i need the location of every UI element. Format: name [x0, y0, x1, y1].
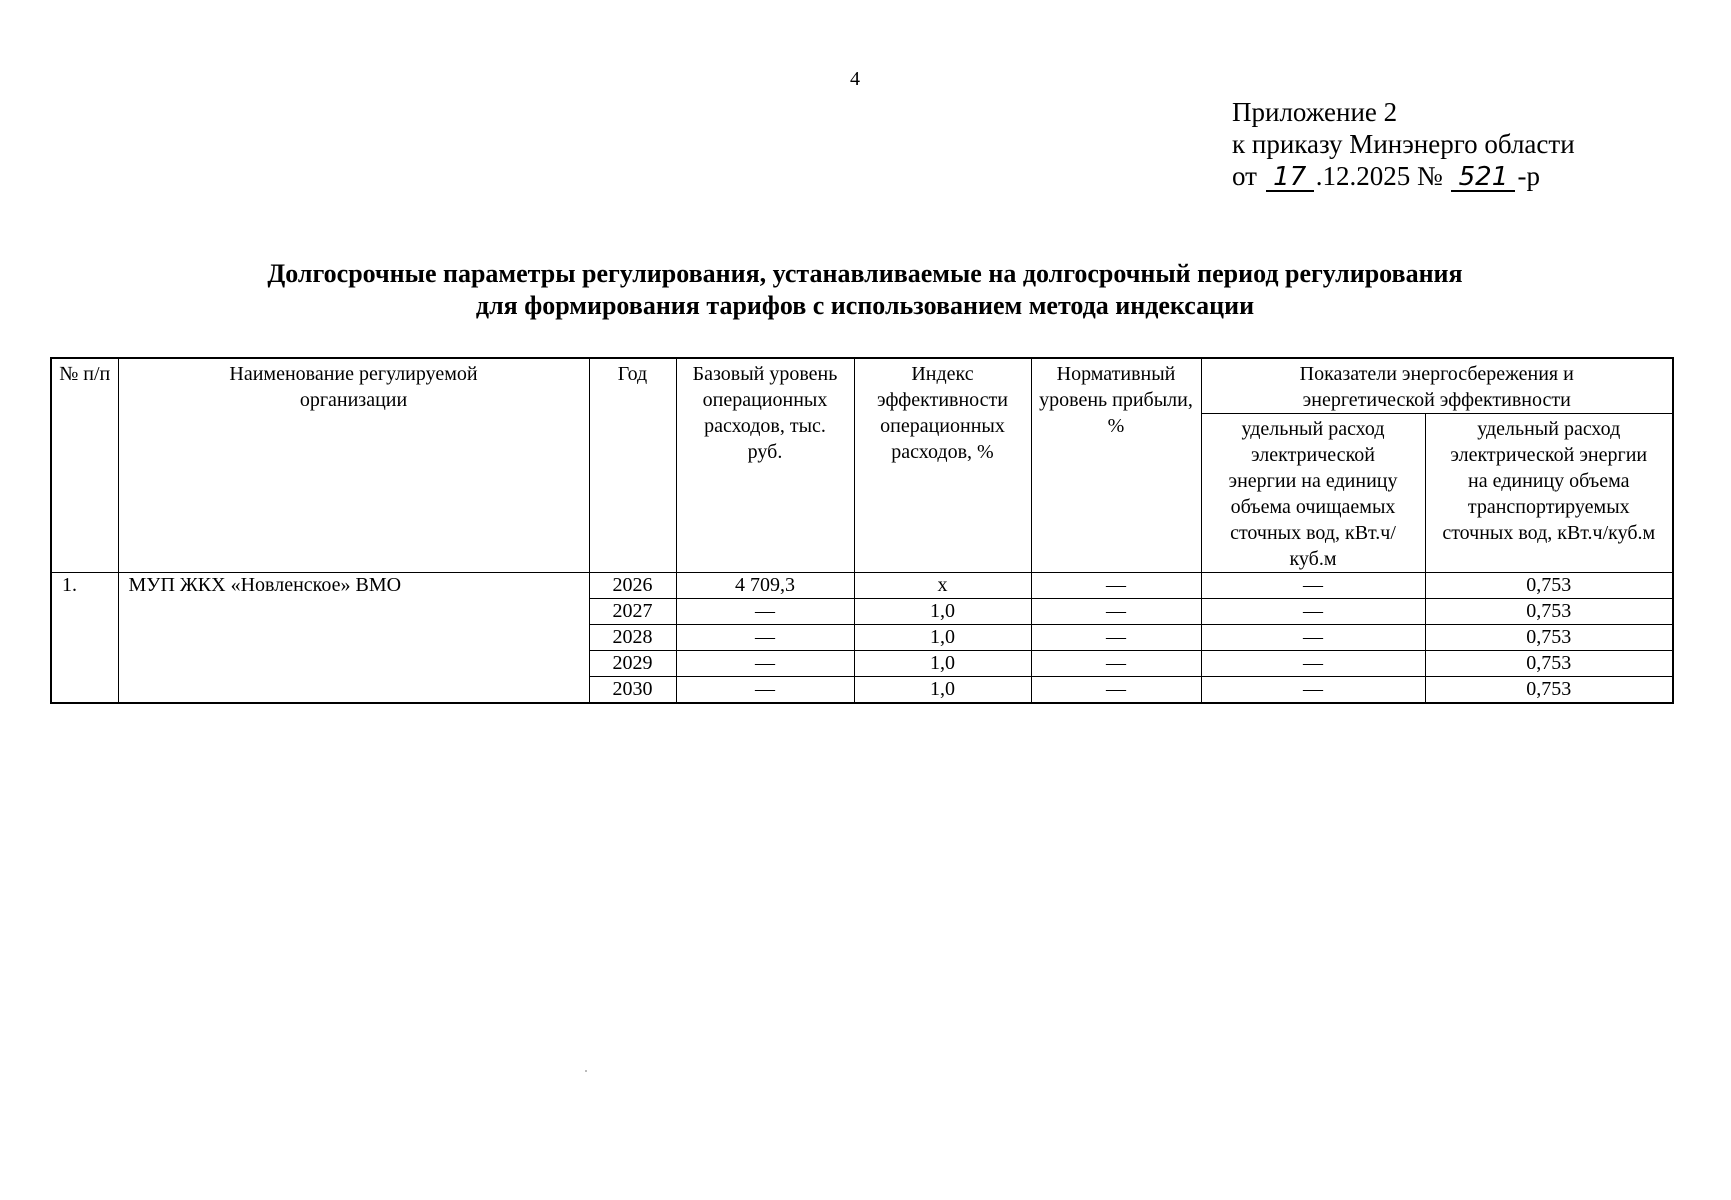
cell-base: — — [676, 677, 854, 704]
cell-transported: 0,753 — [1425, 599, 1673, 625]
title-line-1: Долгосрочные параметры регулирования, устанавливаемые на долгосрочный период регулирования — [267, 259, 1463, 288]
cell-year: 2026 — [589, 573, 676, 599]
handwritten-number: 521 — [1451, 164, 1515, 192]
cell-treated: — — [1201, 677, 1425, 704]
cell-year: 2028 — [589, 625, 676, 651]
table-row — [51, 573, 1673, 599]
cell-base: — — [676, 625, 854, 651]
cell-profit: — — [1031, 625, 1201, 651]
cell-transported: 0,753 — [1425, 651, 1673, 677]
appendix-block — [1232, 96, 1575, 192]
cell-profit: — — [1031, 573, 1201, 599]
document-title — [50, 258, 1680, 322]
cell-index: 1,0 — [854, 599, 1031, 625]
number-suffix: -р — [1517, 161, 1540, 191]
header-energy-transported: удельный расход электрической энергии на единицу объема транспортируемых сточных вод, кВт.ч/куб.м — [1425, 414, 1673, 573]
cell-index: х — [854, 573, 1031, 599]
appendix-title: Приложение 2 — [1232, 97, 1398, 127]
cell-index: 1,0 — [854, 677, 1031, 704]
header-organization: Наименование регулируемой организации — [118, 358, 589, 573]
header-num: № п/п — [51, 358, 118, 573]
cell-year: 2027 — [589, 599, 676, 625]
appendix-order: к приказу Минэнерго области — [1232, 129, 1575, 159]
header-base-opex: Базовый уровень операционных расходов, тыс. руб. — [676, 358, 854, 573]
cell-base: — — [676, 651, 854, 677]
organization-name: МУП ЖКХ «Новленское» ВМО — [118, 573, 589, 704]
header-year: Год — [589, 358, 676, 573]
title-line-2: для формирования тарифов с использованием метода индексации — [475, 291, 1255, 320]
cell-treated: — — [1201, 651, 1425, 677]
header-profit-level: Нормативный уровень прибыли, % — [1031, 358, 1201, 573]
cell-transported: 0,753 — [1425, 573, 1673, 599]
header-energy-treated: удельный расход электрической энергии на единицу объема очищаемых сточных вод, кВт.ч/куб.м — [1201, 414, 1425, 573]
cell-profit: — — [1031, 599, 1201, 625]
page-number: 4 — [850, 68, 860, 90]
date-rest: .12.2025 № — [1315, 161, 1443, 191]
cell-transported: 0,753 — [1425, 677, 1673, 704]
header-efficiency-index: Индекс эффективности операционных расходов, % — [854, 358, 1031, 573]
scan-speck — [585, 1070, 587, 1072]
header-row-1 — [51, 358, 1673, 414]
appendix-date-line — [1232, 160, 1575, 192]
cell-profit: — — [1031, 651, 1201, 677]
cell-treated: — — [1201, 599, 1425, 625]
cell-year: 2029 — [589, 651, 676, 677]
handwritten-day: 17 — [1266, 164, 1314, 192]
parameters-table — [50, 357, 1674, 704]
cell-index: 1,0 — [854, 625, 1031, 651]
cell-treated: — — [1201, 625, 1425, 651]
cell-base: 4 709,3 — [676, 573, 854, 599]
cell-transported: 0,753 — [1425, 625, 1673, 651]
row-number: 1. — [51, 573, 118, 704]
header-energy-group: Показатели энергосбережения и энергетической эффективности — [1201, 358, 1673, 414]
cell-treated: — — [1201, 573, 1425, 599]
cell-profit: — — [1031, 677, 1201, 704]
date-prefix: от — [1232, 161, 1257, 191]
cell-base: — — [676, 599, 854, 625]
cell-year: 2030 — [589, 677, 676, 704]
cell-index: 1,0 — [854, 651, 1031, 677]
